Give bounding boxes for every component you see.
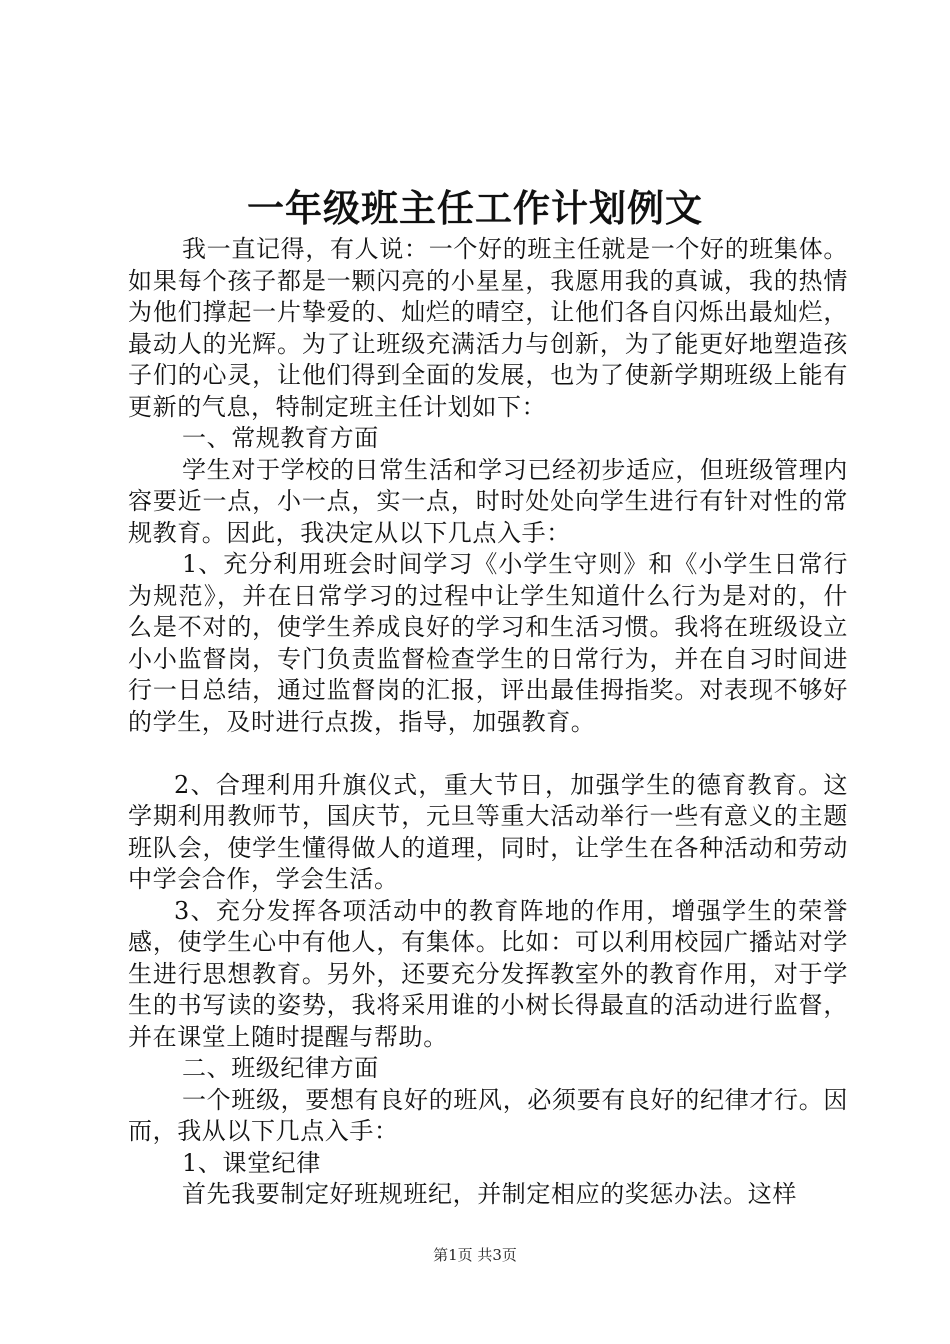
paragraph-item-2: 2、合理利用升旗仪式，重大节日，加强学生的德育教育。这学期利用教师节，国庆节，元旦等重大活动举行一些有意义的主题班队会，使学生懂得做人的道理，同时，让学生在各种活动和劳动中学会合作，学会生活。 (128, 770, 848, 893)
section-heading-routine-education: 一、常规教育方面 (182, 424, 379, 452)
subheading-classroom-discipline: 1、课堂纪律 (182, 1148, 321, 1177)
paragraph-item-1: 1、充分利用班会时间学习《小学生守则》和《小学生日常行为规范》，并在日常学习的过程中让学生知道什么行为是对的，什么是不对的，使学生养成良好的学习和生活习惯。我将在班级设立小小监督岗，专门负责监督检查学生的日常行为，并在自习时间进行一日总结，通过监督岗的汇报，评出最佳拇指奖。对表现不够好的学生，及时进行点拨，指导，加强教育。 (128, 550, 848, 736)
paragraph-item-3: 3、充分发挥各项活动中的教育阵地的作用，增强学生的荣誉感，使学生心中有他人，有集体。比如：可以利用校园广播站对学生进行思想教育。另外，还要充分发挥教室外的教育作用，对于学生的书写读的姿势，我将采用谁的小树长得最直的活动进行监督，并在课堂上随时提醒与帮助。 (128, 896, 848, 1051)
paragraph-routine-education: 学生对于学校的日常生活和学习已经初步适应，但班级管理内容要近一点，小一点，实一点，时时处处向学生进行有针对性的常规教育。因此，我决定从以下几点入手： (128, 455, 848, 547)
document-body (128, 234, 848, 1211)
document-title: 一年级班主任工作计划例文 (247, 186, 703, 230)
paragraph-gap (128, 738, 848, 770)
page-number-footer: 第1页 共3页 (433, 1246, 517, 1264)
paragraph-class-discipline: 一个班级，要想有良好的班风，必须要有良好的纪律才行。因而，我从以下几点入手： (128, 1085, 848, 1145)
paragraph-intro: 我一直记得，有人说：一个好的班主任就是一个好的班集体。如果每个孩子都是一颗闪亮的小星星，我愿用我的真诚，我的热情为他们撑起一片挚爱的、灿烂的晴空，让他们各自闪烁出最灿烂，最动人的光辉。为了让班级充满活力与创新，为了能更好地塑造孩子们的心灵，让他们得到全面的发展，也为了使新学期班级上能有更新的气息，特制定班主任计划如下： (128, 235, 848, 421)
paragraph-classroom-discipline: 首先我要制定好班规班纪，并制定相应的奖惩办法。这样 (182, 1180, 797, 1208)
section-heading-class-discipline: 二、班级纪律方面 (182, 1054, 379, 1082)
